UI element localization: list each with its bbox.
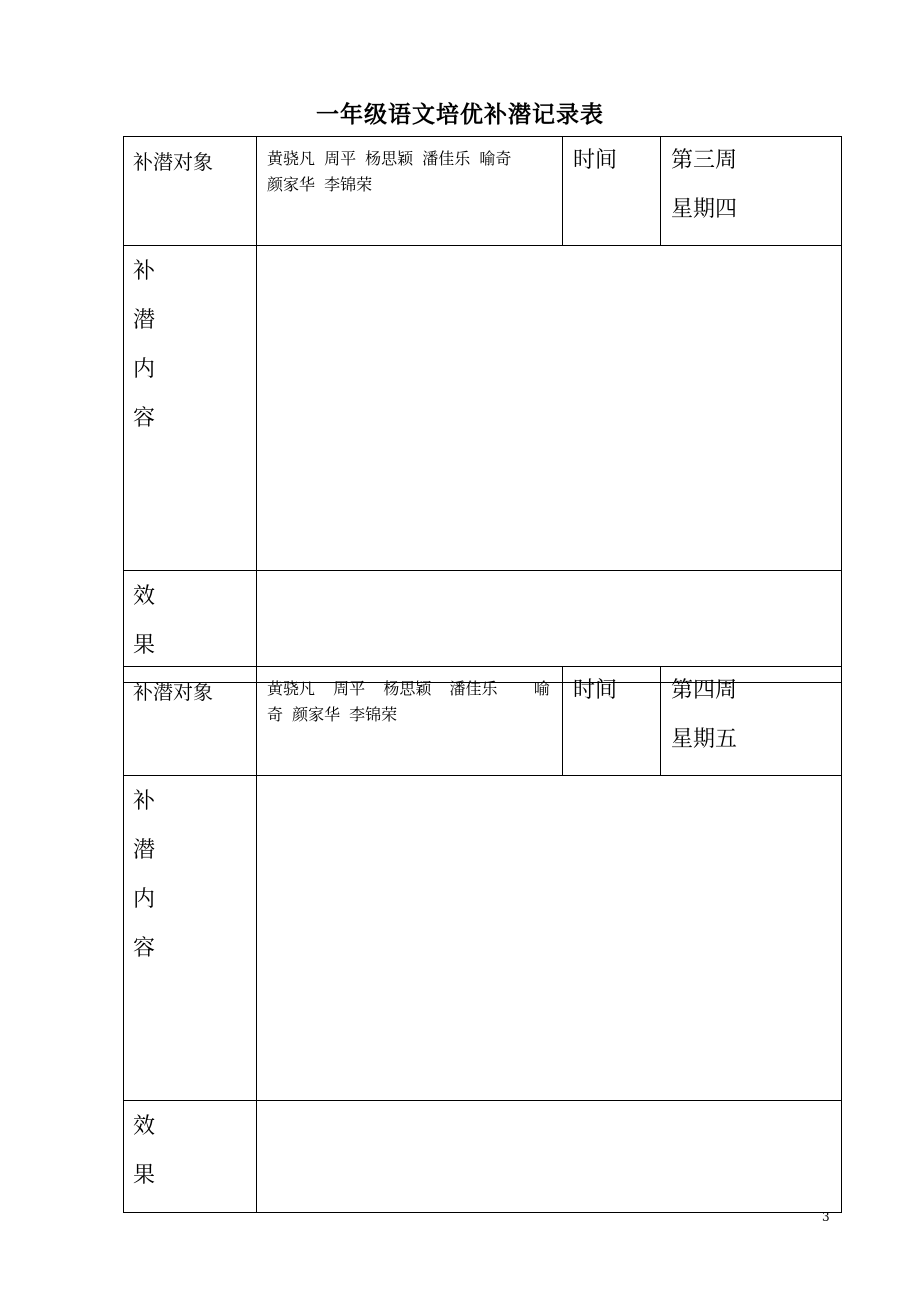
page-title: 一年级语文培优补潜记录表 bbox=[316, 101, 604, 128]
time-label-cell bbox=[563, 667, 661, 776]
target-label: 补潜对象 bbox=[133, 150, 213, 174]
content-label bbox=[124, 776, 256, 985]
names-cell bbox=[257, 137, 563, 246]
target-label-cell bbox=[124, 137, 257, 246]
effect-char: 效 bbox=[133, 1114, 156, 1139]
effect-area[interactable] bbox=[257, 1101, 842, 1213]
effect-char: 效 bbox=[133, 584, 156, 609]
content-char: 潜 bbox=[133, 838, 156, 863]
time-label: 时间 bbox=[573, 678, 618, 703]
time-label-cell bbox=[563, 137, 661, 246]
content-char: 补 bbox=[133, 789, 156, 814]
content-char: 容 bbox=[133, 406, 156, 431]
effect-char: 果 bbox=[133, 633, 156, 658]
content-char: 内 bbox=[133, 887, 156, 912]
time-value bbox=[661, 655, 841, 764]
student-names bbox=[257, 667, 562, 728]
effect-row bbox=[124, 1101, 842, 1213]
content-area[interactable] bbox=[257, 776, 842, 1101]
content-char: 补 bbox=[133, 259, 156, 284]
effect-char: 果 bbox=[133, 1163, 156, 1188]
effect-label bbox=[124, 1101, 256, 1212]
student-names bbox=[257, 137, 562, 198]
names-cell bbox=[257, 667, 563, 776]
week-value: 第三周 bbox=[671, 148, 738, 173]
content-row bbox=[124, 776, 842, 1101]
names-line-1: 黄骁凡 周平 杨思颖 潘佳乐 喻 bbox=[267, 679, 550, 698]
record-table-week-3 bbox=[123, 136, 842, 683]
record-table-week-4 bbox=[123, 666, 842, 1213]
target-label-cell bbox=[124, 667, 257, 776]
time-value-cell bbox=[661, 137, 842, 246]
names-line-2: 奇 颜家华 李锦荣 bbox=[267, 705, 398, 724]
content-char: 容 bbox=[133, 936, 156, 961]
target-row bbox=[124, 137, 842, 246]
content-label-cell bbox=[124, 246, 257, 571]
target-row bbox=[124, 667, 842, 776]
time-value bbox=[661, 125, 841, 234]
week-value: 第四周 bbox=[671, 678, 738, 703]
content-label bbox=[124, 246, 256, 455]
time-value-cell bbox=[661, 667, 842, 776]
page-number: 3 bbox=[822, 1210, 830, 1224]
content-label-cell bbox=[124, 776, 257, 1101]
names-line-1: 黄骁凡 周平 杨思颖 潘佳乐 喻奇 bbox=[267, 149, 512, 168]
target-label: 补潜对象 bbox=[133, 680, 213, 704]
time-label: 时间 bbox=[573, 148, 618, 173]
content-char: 内 bbox=[133, 357, 156, 382]
day-value: 星期四 bbox=[671, 197, 738, 222]
content-row bbox=[124, 246, 842, 571]
effect-label-cell bbox=[124, 1101, 257, 1213]
content-area[interactable] bbox=[257, 246, 842, 571]
day-value: 星期五 bbox=[671, 727, 738, 752]
content-char: 潜 bbox=[133, 308, 156, 333]
names-line-2: 颜家华 李锦荣 bbox=[267, 175, 373, 194]
